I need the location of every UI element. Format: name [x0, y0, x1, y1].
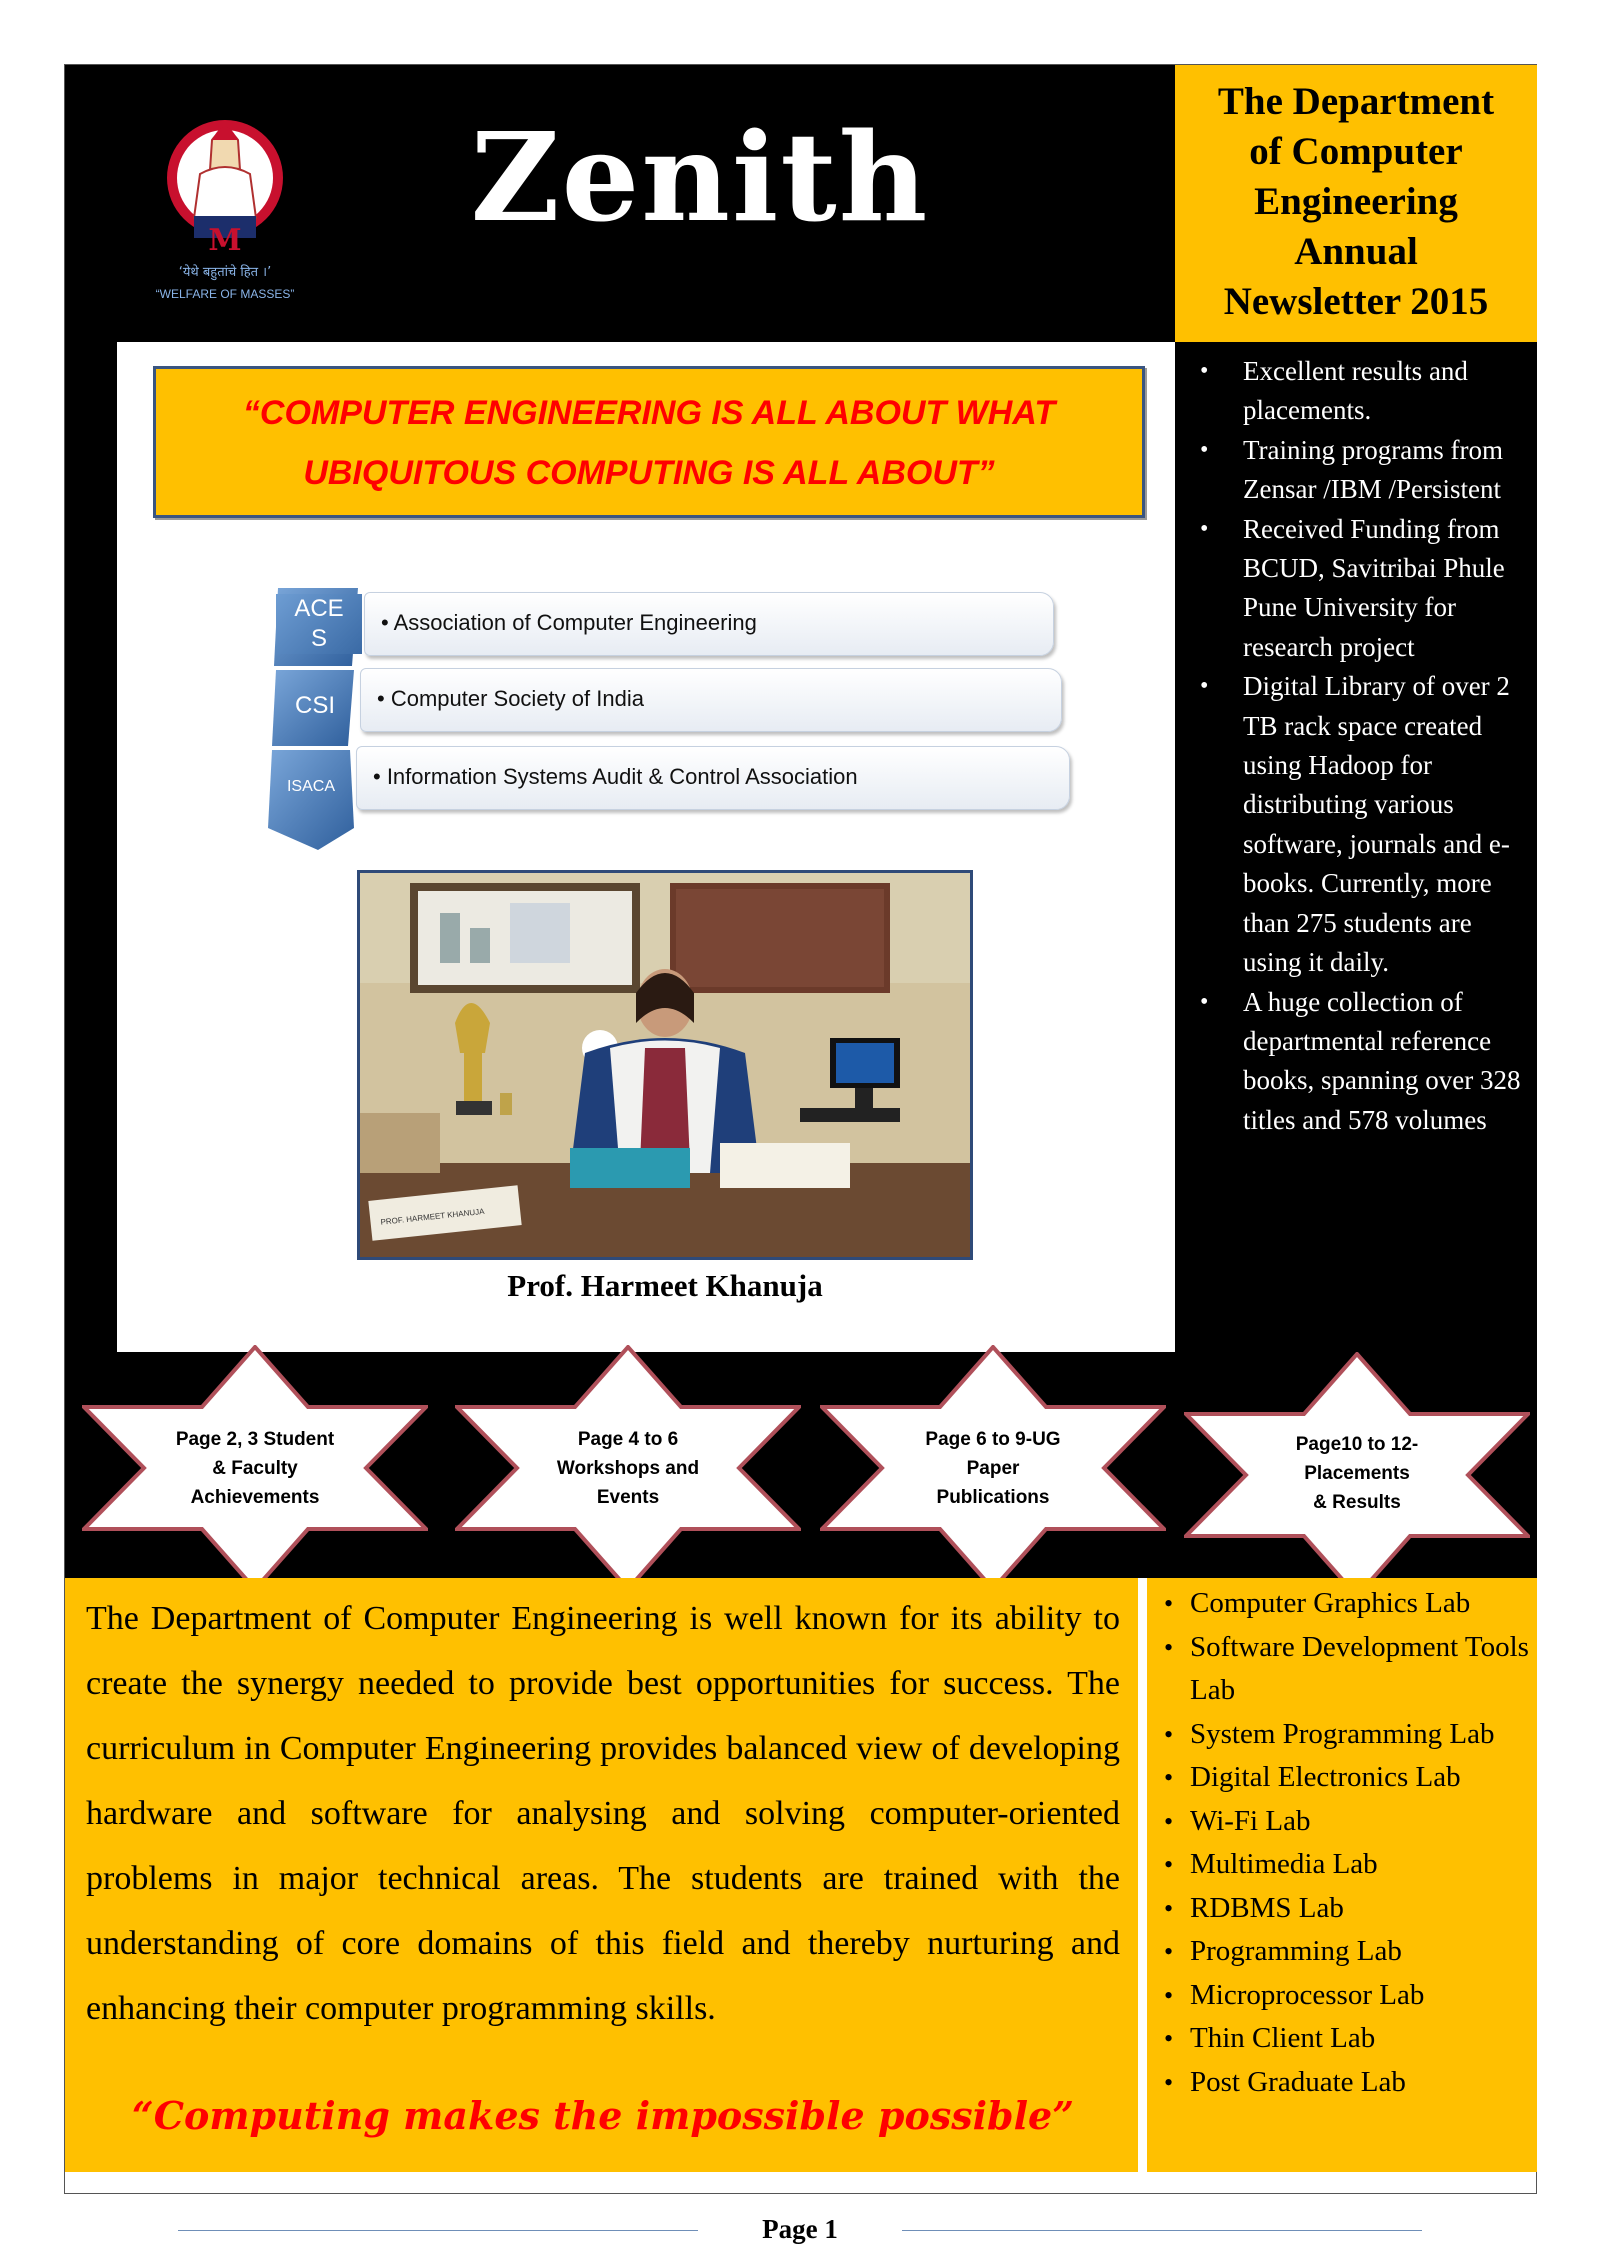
page-number: Page 1: [762, 2214, 838, 2244]
title-line: The Department: [1217, 80, 1495, 123]
department-quote: [153, 366, 1145, 518]
lab-item: • RDBMS Lab: [1160, 1887, 1530, 1931]
star-line: & Results: [1313, 1492, 1401, 1513]
left-black-strip: [65, 342, 117, 1352]
star-label: [898, 1425, 1088, 1512]
footer-rule-left: [178, 2230, 698, 2231]
lab-item: • Thin Client Lab: [1160, 2017, 1530, 2061]
assoc-item-aces: • Association of Computer Engineering: [364, 592, 1054, 656]
star-line: & Faculty: [212, 1458, 298, 1479]
lab-item: • Multimedia Lab: [1160, 1843, 1530, 1887]
star-line: Placements: [1304, 1463, 1410, 1484]
lab-item: • Wi-Fi Lab: [1160, 1800, 1530, 1844]
lab-item: • Microprocessor Lab: [1160, 1974, 1530, 2018]
logo-tagline: “WELFARE OF MASSES”: [155, 287, 295, 301]
lab-item: • Computer Graphics Lab: [1160, 1582, 1530, 1626]
lab-item: • Digital Electronics Lab: [1160, 1756, 1530, 1800]
logo-motto: ‘येथे बहुतांचे हित ।’: [178, 265, 272, 280]
star-label: [1272, 1430, 1442, 1517]
contents-star-achievements[interactable]: [82, 1345, 428, 1591]
title-line: Annual: [1294, 230, 1418, 273]
newsletter-masthead: Zenith: [470, 105, 930, 249]
achievements-list: [1190, 352, 1530, 1140]
achievement-item: • Digital Library of over 2 TB rack space created using Hadoop for distributing various software, journals and e-books. Currently, more than 275 students are using it daily.: [1190, 667, 1530, 982]
achievement-item: • Excellent results and placements.: [1190, 352, 1530, 431]
star-label: [543, 1425, 713, 1512]
lab-item: • Programming Lab: [1160, 1930, 1530, 1974]
college-logo: [150, 100, 300, 310]
college-emblem-icon: [150, 100, 300, 310]
labs-list: [1160, 1582, 1530, 2104]
assoc-item-csi: • Computer Society of India: [360, 668, 1062, 732]
star-line: Achievements: [190, 1487, 320, 1508]
assoc-tab-text: S: [310, 625, 327, 652]
star-line: Page10 to 12-: [1295, 1434, 1419, 1455]
star-line: Page 2, 3 Student: [175, 1429, 335, 1450]
lab-item: • Software Development Tools Lab: [1160, 1626, 1530, 1713]
assoc-tab-isaca: ISACA: [286, 778, 335, 795]
achievement-item: • Training programs from Zensar /IBM /Persistent: [1190, 431, 1530, 510]
associations-diagram: [268, 588, 1064, 850]
assoc-tab-text: ACE: [294, 595, 344, 622]
assoc-tab-aces: [276, 594, 362, 654]
title-line: of Computer: [1249, 130, 1463, 173]
contents-star-workshops[interactable]: [455, 1345, 801, 1591]
logo-letter: M: [208, 223, 242, 258]
faculty-photo: [357, 870, 973, 1260]
contents-star-placements[interactable]: [1184, 1352, 1530, 1598]
assoc-item-isaca: • Information Systems Audit & Control Association: [356, 746, 1070, 810]
star-line: Page 4 to 6: [577, 1429, 679, 1450]
assoc-tab-csi: CSI: [294, 692, 335, 719]
lab-item: • System Programming Lab: [1160, 1713, 1530, 1757]
title-line: Engineering: [1254, 180, 1458, 223]
lab-item: • Post Graduate Lab: [1160, 2061, 1530, 2105]
footer-rule-right: [902, 2230, 1422, 2231]
section-divider: [1138, 1578, 1147, 2172]
computing-tagline: “Computing makes the impossible possible”: [131, 2093, 1075, 2138]
about-paragraph: The Department of Computer Engineering is well known for its ability to create the synergy needed to provide best opportunities for success. The curriculum in Computer Engineering provides balanced view of developing hardware and software for analysing and solving computer-oriented problems in major technical areas. The students are trained with the understanding of core domains of this field and thereby nurturing and enhancing their computer programming skills.: [86, 1600, 1120, 2027]
star-line: Page 6 to 9-UG Paper: [925, 1429, 1061, 1479]
faculty-photo-image: [360, 873, 970, 1257]
achievement-item: • Received Funding from BCUD, Savitribai Phule Pune University for research project: [1190, 510, 1530, 668]
star-label: [170, 1425, 340, 1512]
star-line: Events: [596, 1487, 660, 1508]
title-line: Newsletter 2015: [1223, 280, 1489, 323]
quote-line: “COMPUTER ENGINEERING IS ALL ABOUT WHAT: [242, 394, 1056, 432]
nameplate-text: PROF. HARMEET KHANUJA: [380, 1206, 485, 1227]
quote-line: UBIQUITOUS COMPUTING IS ALL ABOUT”: [303, 454, 995, 492]
newsletter-title-box: [1175, 65, 1537, 342]
star-line: Publications: [936, 1487, 1050, 1508]
star-line: Workshops and: [556, 1458, 700, 1479]
contents-star-publications[interactable]: [820, 1345, 1166, 1591]
photo-caption: Prof. Harmeet Khanuja: [507, 1268, 823, 1303]
achievement-item: • A huge collection of departmental reference books, spanning over 328 titles and 578 volumes: [1190, 983, 1530, 1141]
